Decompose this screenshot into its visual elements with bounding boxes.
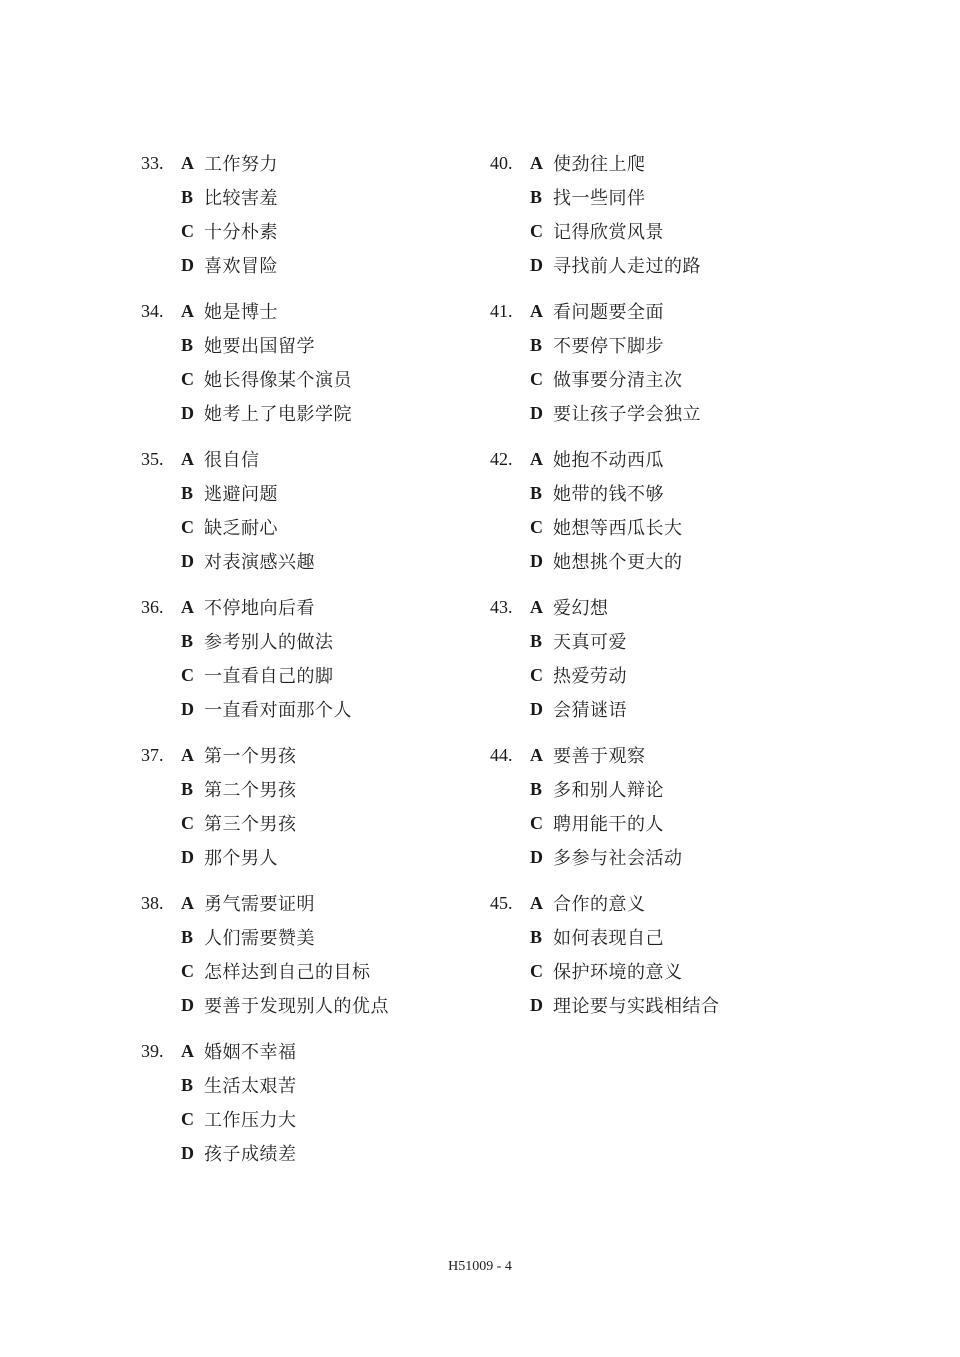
option-letter: C <box>530 368 543 389</box>
option-a <box>181 886 389 920</box>
option-text: 第三个男孩 <box>204 814 297 835</box>
option-text: 爱幻想 <box>553 598 609 619</box>
option-text: 喜欢冒险 <box>204 256 278 277</box>
option-letter: B <box>181 482 194 503</box>
option-text: 十分朴素 <box>204 222 278 243</box>
option-text: 做事要分清主次 <box>553 370 683 391</box>
option-letter: A <box>181 744 194 765</box>
option-a <box>181 590 389 624</box>
question-45 <box>490 886 720 1022</box>
option-letter: A <box>181 596 194 617</box>
option-list <box>181 886 389 1022</box>
option-text: 理论要与实践相结合 <box>553 996 720 1017</box>
option-text: 如何表现自己 <box>553 928 664 949</box>
option-text: 生活太艰苦 <box>204 1076 297 1097</box>
option-text: 要善于观察 <box>553 746 646 767</box>
option-b <box>530 476 720 510</box>
question-number: 44. <box>490 745 513 765</box>
option-list <box>530 294 720 430</box>
question-35 <box>141 442 389 578</box>
option-text: 工作压力大 <box>204 1110 297 1131</box>
option-b <box>181 772 389 806</box>
option-text: 参考别人的做法 <box>204 632 334 653</box>
option-text: 一直看自己的脚 <box>204 666 334 687</box>
option-c <box>181 362 389 396</box>
option-text: 保护环境的意义 <box>553 962 683 983</box>
option-text: 那个男人 <box>204 848 278 869</box>
question-44 <box>490 738 720 874</box>
option-letter: D <box>530 254 543 275</box>
option-text: 第一个男孩 <box>204 746 297 767</box>
option-text: 很自信 <box>204 450 260 471</box>
option-text: 一直看对面那个人 <box>204 700 352 721</box>
option-text: 看问题要全面 <box>553 302 664 323</box>
option-letter: D <box>530 698 543 719</box>
option-d <box>530 988 720 1022</box>
option-d <box>530 396 720 430</box>
question-33 <box>141 146 389 282</box>
right-question-column <box>490 146 720 1034</box>
option-d <box>181 544 389 578</box>
option-c <box>181 806 389 840</box>
option-list <box>181 442 389 578</box>
option-d <box>181 396 389 430</box>
option-text: 对表演感兴趣 <box>204 552 315 573</box>
option-text: 要善于发现别人的优点 <box>204 996 389 1017</box>
option-a <box>181 294 389 328</box>
option-c <box>181 658 389 692</box>
question-number: 39. <box>141 1041 164 1061</box>
option-c <box>530 658 720 692</box>
option-text: 她想挑个更大的 <box>553 552 683 573</box>
option-letter: D <box>181 1142 194 1163</box>
option-letter: A <box>530 300 543 321</box>
option-letter: B <box>181 1074 194 1095</box>
option-letter: C <box>181 516 194 537</box>
option-list <box>530 738 720 874</box>
option-letter: C <box>181 960 194 981</box>
question-number: 36. <box>141 597 164 617</box>
option-text: 找一些同伴 <box>553 188 646 209</box>
question-number: 34. <box>141 301 164 321</box>
option-letter: C <box>530 220 543 241</box>
option-text: 她考上了电影学院 <box>204 404 352 425</box>
option-b <box>181 920 389 954</box>
option-text: 不停地向后看 <box>204 598 315 619</box>
option-a <box>181 442 389 476</box>
option-letter: C <box>530 812 543 833</box>
question-number: 42. <box>490 449 513 469</box>
option-letter: C <box>181 368 194 389</box>
option-text: 她是博士 <box>204 302 278 323</box>
option-text: 工作努力 <box>204 154 278 175</box>
option-d <box>530 692 720 726</box>
option-d <box>530 544 720 578</box>
option-a <box>530 886 720 920</box>
option-text: 孩子成绩差 <box>204 1144 297 1165</box>
option-letter: B <box>181 186 194 207</box>
option-text: 勇气需要证明 <box>204 894 315 915</box>
page-footer: H51009 - 4 <box>448 1259 512 1274</box>
option-d <box>181 988 389 1022</box>
option-a <box>530 738 720 772</box>
option-list <box>181 1034 389 1170</box>
option-b <box>181 476 389 510</box>
option-letter: B <box>530 630 543 651</box>
question-number: 38. <box>141 893 164 913</box>
option-text: 缺乏耐心 <box>204 518 278 539</box>
option-letter: D <box>530 846 543 867</box>
option-list <box>181 590 389 726</box>
option-c <box>530 362 720 396</box>
option-list <box>530 146 720 282</box>
question-number: 33. <box>141 153 164 173</box>
option-text: 聘用能干的人 <box>553 814 664 835</box>
option-list <box>530 590 720 726</box>
option-b <box>181 180 389 214</box>
question-34 <box>141 294 389 430</box>
option-text: 合作的意义 <box>553 894 646 915</box>
left-question-column <box>141 146 389 1182</box>
option-b <box>181 1068 389 1102</box>
question-41 <box>490 294 720 430</box>
option-letter: D <box>530 402 543 423</box>
option-c <box>181 954 389 988</box>
option-letter: C <box>530 664 543 685</box>
option-c <box>530 510 720 544</box>
option-text: 人们需要赞美 <box>204 928 315 949</box>
option-list <box>530 442 720 578</box>
option-letter: D <box>181 254 194 275</box>
option-letter: D <box>181 846 194 867</box>
question-36 <box>141 590 389 726</box>
option-letter: A <box>530 448 543 469</box>
option-a <box>530 590 720 624</box>
option-letter: B <box>181 630 194 651</box>
option-c <box>181 214 389 248</box>
question-number: 41. <box>490 301 513 321</box>
option-letter: A <box>530 152 543 173</box>
option-text: 比较害羞 <box>204 188 278 209</box>
option-letter: A <box>530 892 543 913</box>
option-d <box>181 1136 389 1170</box>
option-list <box>181 738 389 874</box>
option-letter: B <box>530 186 543 207</box>
option-letter: C <box>181 812 194 833</box>
option-letter: D <box>181 550 194 571</box>
option-letter: C <box>181 220 194 241</box>
option-b <box>530 772 720 806</box>
option-letter: B <box>530 482 543 503</box>
option-c <box>530 214 720 248</box>
option-text: 要让孩子学会独立 <box>553 404 701 425</box>
option-letter: A <box>181 892 194 913</box>
option-letter: D <box>181 402 194 423</box>
option-text: 她想等西瓜长大 <box>553 518 683 539</box>
option-letter: C <box>181 664 194 685</box>
option-a <box>181 1034 389 1068</box>
option-letter: D <box>181 994 194 1015</box>
question-number: 43. <box>490 597 513 617</box>
question-42 <box>490 442 720 578</box>
option-letter: A <box>181 1040 194 1061</box>
option-d <box>181 840 389 874</box>
option-b <box>181 624 389 658</box>
option-letter: A <box>181 300 194 321</box>
option-text: 使劲往上爬 <box>553 154 646 175</box>
option-text: 第二个男孩 <box>204 780 297 801</box>
option-a <box>530 294 720 328</box>
option-b <box>181 328 389 362</box>
option-letter: C <box>181 1108 194 1129</box>
option-text: 婚姻不幸福 <box>204 1042 297 1063</box>
option-text: 记得欣赏风景 <box>553 222 664 243</box>
option-c <box>181 1102 389 1136</box>
option-letter: D <box>181 698 194 719</box>
option-letter: A <box>530 596 543 617</box>
option-letter: A <box>181 152 194 173</box>
option-letter: A <box>530 744 543 765</box>
option-letter: C <box>530 960 543 981</box>
question-number: 37. <box>141 745 164 765</box>
option-list <box>181 294 389 430</box>
option-text: 热爱劳动 <box>553 666 627 687</box>
option-text: 逃避问题 <box>204 484 278 505</box>
question-40 <box>490 146 720 282</box>
option-d <box>530 840 720 874</box>
option-letter: B <box>530 778 543 799</box>
option-letter: A <box>181 448 194 469</box>
option-d <box>181 692 389 726</box>
option-text: 她要出国留学 <box>204 336 315 357</box>
option-b <box>530 624 720 658</box>
option-a <box>530 146 720 180</box>
option-text: 她长得像某个演员 <box>204 370 352 391</box>
option-text: 怎样达到自己的目标 <box>204 962 371 983</box>
question-37 <box>141 738 389 874</box>
option-d <box>530 248 720 282</box>
question-43 <box>490 590 720 726</box>
option-text: 多参与社会活动 <box>553 848 683 869</box>
option-text: 寻找前人走过的路 <box>553 256 701 277</box>
option-text: 会猜谜语 <box>553 700 627 721</box>
option-letter: C <box>530 516 543 537</box>
question-number: 35. <box>141 449 164 469</box>
option-a <box>181 146 389 180</box>
option-text: 天真可爱 <box>553 632 627 653</box>
option-list <box>530 886 720 1022</box>
option-text: 不要停下脚步 <box>553 336 664 357</box>
option-b <box>530 328 720 362</box>
option-letter: B <box>530 334 543 355</box>
option-letter: D <box>530 550 543 571</box>
option-b <box>530 180 720 214</box>
option-letter: D <box>530 994 543 1015</box>
option-d <box>181 248 389 282</box>
option-list <box>181 146 389 282</box>
question-38 <box>141 886 389 1022</box>
option-text: 她抱不动西瓜 <box>553 450 664 471</box>
question-number: 40. <box>490 153 513 173</box>
option-letter: B <box>530 926 543 947</box>
option-letter: B <box>181 778 194 799</box>
option-c <box>530 954 720 988</box>
option-letter: B <box>181 334 194 355</box>
option-letter: B <box>181 926 194 947</box>
question-number: 45. <box>490 893 513 913</box>
option-a <box>530 442 720 476</box>
option-text: 多和别人辩论 <box>553 780 664 801</box>
option-c <box>530 806 720 840</box>
option-c <box>181 510 389 544</box>
question-39 <box>141 1034 389 1170</box>
option-a <box>181 738 389 772</box>
option-b <box>530 920 720 954</box>
option-text: 她带的钱不够 <box>553 484 664 505</box>
